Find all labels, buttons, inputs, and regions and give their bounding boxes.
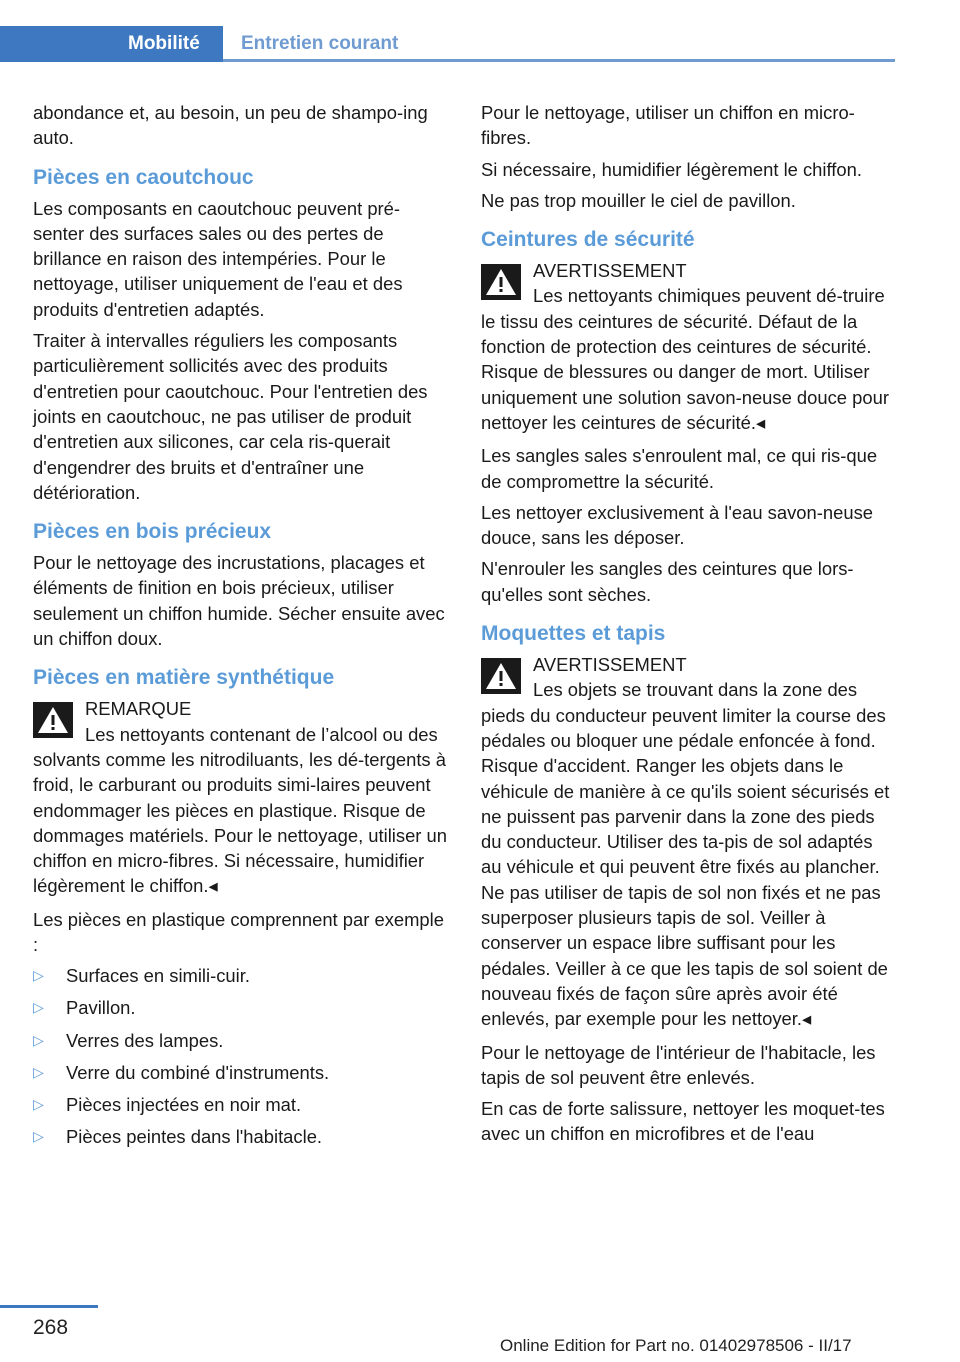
list-item: ▷ Verre du combiné d'instruments. (33, 1060, 447, 1085)
warning-triangle-icon (481, 264, 521, 300)
intro-paragraph: abondance et, au besoin, un peu de shampo‐ing auto. (33, 102, 428, 149)
note-text: Les nettoyants contenant de l’alcool ou des solvants comme les nitrodiluants, les dé‐tergents à froid, le carburant ou produits simi‐laires peuvent endommager les pièces en plastique. Risque de dommages matériels. Pour le nettoyage, utiliser un chiffon en micro‐fibres. Si nécessaire, humidifier légèrement le chiffon.◂ (33, 723, 447, 897)
chapter-header (0, 26, 895, 62)
warning-triangle-icon (481, 658, 521, 694)
note-block (33, 696, 447, 898)
right-paragraph-2: Si nécessaire, humidifier légèrement le chiffon. (481, 158, 862, 180)
right-paragraph-5: Les nettoyer exclusivement à l'eau savon‐neuse douce, sans les déposer. (481, 501, 873, 549)
header-underline (223, 59, 895, 62)
left-column (33, 100, 447, 1156)
heading-carpets: Moquettes et tapis (481, 622, 666, 646)
heading-wood-parts: Pièces en bois précieux (33, 520, 272, 544)
warning-text: Les nettoyants chimiques peuvent dé‐truire le tissu des ceintures de sécurité. Défaut de la fonction de protection des ceintures de sécurité. Risque de blessures ou danger de mort. Utiliser uniquement une solution savon‐neuse douce pour nettoyer les ceintures de sécurité.◂ (481, 285, 889, 433)
bullet-icon: ▷ (33, 1031, 44, 1048)
warning-block-belts (481, 258, 895, 435)
right-paragraph-1: Pour le nettoyage, utiliser un chiffon en micro‐fibres. (481, 102, 855, 149)
page-number: 268 (33, 1316, 69, 1339)
list-item: ▷ Pièces peintes dans l'habitacle. (33, 1124, 447, 1149)
list-item: ▷ Pavillon. (33, 995, 447, 1020)
footer-rule (0, 1305, 98, 1308)
note-title: REMARQUE (85, 698, 192, 720)
heading-synthetic-parts: Pièces en matière synthétique (33, 666, 335, 690)
list-item: ▷ Surfaces en simili-cuir. (33, 963, 447, 988)
heading-rubber-parts: Pièces en caoutchouc (33, 165, 254, 189)
warning-title: AVERTISSEMENT (533, 654, 687, 676)
warning-title: AVERTISSEMENT (533, 260, 687, 282)
list-item: ▷ Verres des lampes. (33, 1028, 447, 1053)
plastic-parts-list (33, 963, 447, 1149)
plastic-intro-paragraph: Les pièces en plastique comprennent par exemple : (33, 908, 444, 956)
right-paragraph-7: Pour le nettoyage de l'intérieur de l'habitacle, les tapis de sol peuvent être enlevés. (481, 1041, 876, 1088)
list-item: ▷ Pièces injectées en noir mat. (33, 1092, 447, 1117)
right-paragraph-6: N'enrouler les sangles des ceintures que lors‐qu'elles sont sèches. (481, 558, 854, 605)
bullet-icon: ▷ (33, 967, 44, 984)
rubber-paragraph-2: Traiter à intervalles réguliers les composants particulièrement sollicités avec des produits d'entretien pour caoutchouc. Pour l'entretien des joints en caoutchouc, ne pas utiliser de produit d'entretien aux silicones, car cela ris‐querait d'engendrer des bruits et d'entraîner une détérioration. (33, 330, 428, 503)
right-paragraph-8: En cas de forte salissure, nettoyer les moquet‐tes avec un chiffon en microfibres et de l'eau (481, 1098, 885, 1145)
warning-text: Les objets se trouvant dans la zone des pieds du conducteur peuvent limiter la course des pédales ou bloquer une pédale enfoncée à fond. Risque d'accident. Ranger les objets dans le véhicule de manière à ce qu'ils soient sécurisés et ne puissent pas parvenir dans la zone des pieds du conducteur. Utiliser des ta‐pis de sol adaptés au véhicule et qui peuvent être fixés au plancher. Ne pas utiliser de tapis de sol non fixés et ne pas superposer plusieurs tapis de sol. Veiller à conserver un espace libre suffisant pour les pédales. Veiller à ce que les tapis de sol soient de nouveau fixés de façon sûre après avoir été enlevés, par exemple pour les nettoyer.◂ (481, 679, 890, 1030)
right-paragraph-4: Les sangles sales s'enroulent mal, ce qui ris‐que de compromettre la sécurité. (481, 445, 878, 492)
rubber-paragraph-1: Les composants en caoutchouc peuvent pré‐senter des surfaces sales ou des pertes de brillance en raison des intempéries. Pour le nettoyage, utiliser uniquement de l'eau et des produits d'entretien adaptés. (33, 197, 403, 320)
bullet-icon: ▷ (33, 999, 44, 1016)
warning-triangle-icon (33, 702, 73, 738)
warning-block-carpets (481, 652, 895, 1031)
right-column (481, 100, 895, 1153)
tab-mobilite: Mobilité (0, 26, 223, 62)
bullet-icon: ▷ (33, 1063, 44, 1080)
right-paragraph-3: Ne pas trop mouiller le ciel de pavillon. (481, 189, 796, 211)
heading-seat-belts: Ceintures de sécurité (481, 228, 695, 252)
bullet-icon: ▷ (33, 1127, 44, 1144)
wood-paragraph: Pour le nettoyage des incrustations, placages et éléments de finition en bois précieux, utiliser seulement un chiffon humide. Sécher ensuite avec un chiffon doux. (33, 552, 445, 650)
tab-entretien-courant: Entretien courant (241, 33, 399, 54)
edition-footer: Online Edition for Part no. 01402978506 - II/17 (500, 1336, 852, 1355)
bullet-icon: ▷ (33, 1095, 44, 1112)
